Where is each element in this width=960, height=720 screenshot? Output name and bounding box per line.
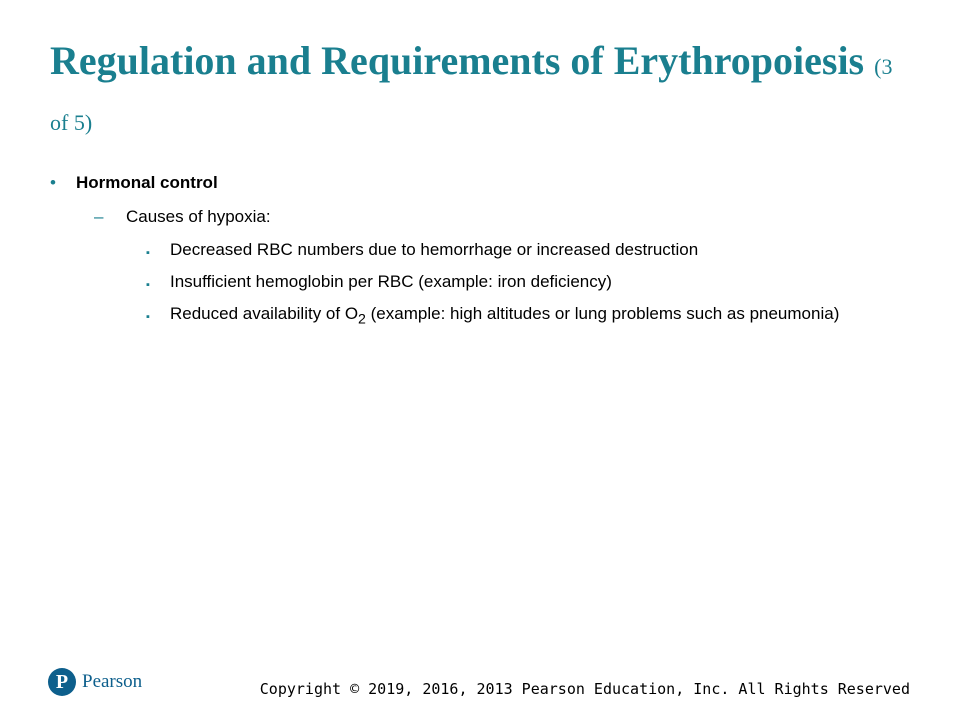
bullet-text bbox=[170, 304, 840, 328]
bullet-text: Decreased RBC numbers due to hemorrhage or increased destruction bbox=[170, 240, 699, 259]
bullet-text: Insufficient hemoglobin per RBC (example: iron deficiency) bbox=[170, 272, 612, 291]
bullet-square-icon: ▪ bbox=[146, 247, 150, 259]
slide-title-text: Regulation and Requirements of Erythropoiesis bbox=[50, 38, 865, 83]
bullet-text-start: Reduced availability of O bbox=[170, 304, 359, 323]
copyright-notice: Copyright © 2019, 2016, 2013 Pearson Education, Inc. All Rights Reserved bbox=[259, 680, 910, 698]
pearson-logo-icon: P bbox=[48, 668, 76, 696]
bullet-hormonal-control bbox=[50, 170, 910, 196]
pearson-logo bbox=[48, 668, 142, 696]
bullet-decreased-rbc bbox=[50, 238, 910, 262]
oxygen-subscript: 2 bbox=[358, 311, 366, 328]
slide-title-suffix: (3 of 5) bbox=[50, 54, 893, 135]
bullet-dash-icon: – bbox=[94, 207, 104, 226]
slide-title bbox=[50, 36, 910, 148]
bullet-insufficient-hemoglobin bbox=[50, 270, 910, 294]
bullet-text: Causes of hypoxia: bbox=[126, 207, 271, 226]
pearson-logo-text: Pearson bbox=[82, 671, 143, 692]
bullet-text-end: (example: high altitudes or lung problems such as pneumonia) bbox=[365, 304, 840, 323]
bullet-causes-of-hypoxia bbox=[50, 204, 910, 230]
bullet-dot-icon: • bbox=[50, 173, 56, 192]
bullet-text: Hormonal control bbox=[76, 173, 218, 192]
bullet-square-icon: ▪ bbox=[146, 279, 150, 291]
bullet-square-icon: ▪ bbox=[146, 311, 150, 323]
bullet-reduced-oxygen bbox=[50, 302, 910, 331]
slide-content bbox=[50, 170, 910, 331]
